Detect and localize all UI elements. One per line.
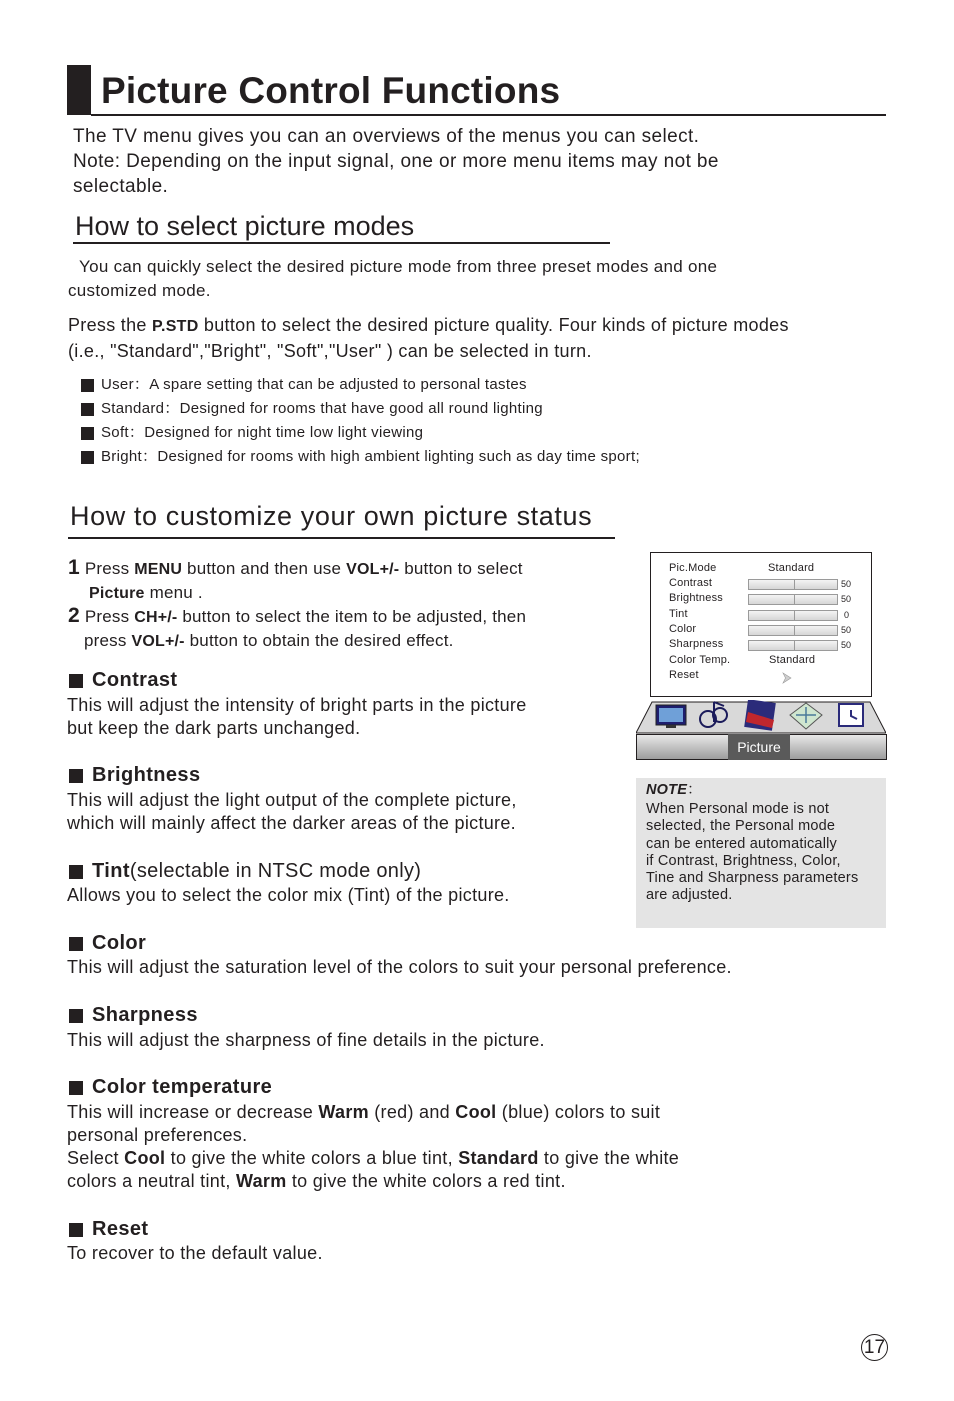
title-bar-block [67, 65, 91, 115]
text-line [67, 1147, 767, 1170]
sharpness-heading [69, 1004, 198, 1027]
menu-row-label: Brightness [669, 592, 723, 604]
menu-row-value: 50 [841, 594, 852, 604]
text-line [68, 604, 628, 629]
text-span: (red) and [368, 1102, 456, 1122]
note-line: selected, the Personal mode [646, 818, 836, 835]
text-span: Press [79, 559, 135, 578]
ch-key: CH+/- [134, 609, 178, 626]
standard-term: Standard [458, 1148, 539, 1168]
text-span: button and then use [182, 559, 347, 578]
menu-row-label: Pic.Mode [669, 562, 717, 574]
picture-key: Picture [89, 585, 145, 602]
text-span: button to select [399, 559, 523, 578]
text-span: to give the white colors a red tint. [286, 1171, 566, 1191]
bullet-square-icon [69, 865, 83, 879]
mode-description: A spare setting that can be adjusted to personal tastes [149, 376, 527, 393]
menu-row-value: Standard [768, 562, 815, 574]
bullet-square-icon [69, 1009, 83, 1023]
color-temperature-heading [69, 1076, 272, 1099]
menu-row-label: Color [669, 623, 697, 635]
section-title: Color [92, 932, 147, 954]
bullet-square-icon [81, 379, 94, 392]
menu-icon-strip [636, 700, 886, 734]
enter-arrow-icon [781, 672, 793, 684]
title-underline [91, 114, 886, 116]
step-number: 2 [68, 604, 80, 627]
list-item [81, 397, 801, 421]
reset-heading [69, 1218, 148, 1241]
step-number: 1 [68, 556, 80, 579]
text-line: This will adjust the saturation level of the colors to suit your personal preference. [67, 957, 732, 977]
text-line: To recover to the default value. [67, 1243, 323, 1263]
warm-term: Warm [235, 1171, 287, 1191]
bullet-square-icon [69, 1081, 83, 1095]
clock-icon [839, 704, 863, 726]
text-line: personal preferences. [67, 1125, 248, 1145]
note-text [646, 782, 886, 904]
bullet-square-icon [69, 1223, 83, 1237]
menu-row-label: Reset [669, 669, 699, 681]
pstd-key: P.STD [152, 318, 199, 335]
list-item [81, 373, 801, 397]
section-title: Color temperature [92, 1076, 273, 1098]
tint-slider [748, 610, 838, 621]
mode-separator: ： [133, 376, 150, 393]
cool-term: Cool [455, 1102, 497, 1122]
text-line [68, 556, 628, 581]
list-item [81, 421, 801, 445]
menu-row-value: 0 [844, 610, 850, 620]
color-heading [69, 932, 146, 955]
vol-key: VOL+/- [346, 561, 400, 578]
contrast-heading [69, 669, 177, 692]
text-line: You can quickly select the desired picture mode from three preset modes and one [79, 257, 718, 276]
sharpness-description [67, 1029, 667, 1052]
select-modes-intro [68, 255, 888, 303]
note-line: When Personal mode is not [646, 801, 830, 818]
brightness-description [67, 789, 627, 835]
sharpness-slider [748, 640, 838, 651]
text-line: which will mainly affect the darker areas of the picture. [67, 813, 516, 833]
text-line [67, 1170, 767, 1193]
tv-picture-menu [650, 552, 872, 697]
text-line [68, 313, 898, 339]
text-span: to give the white colors a blue tint, [165, 1148, 459, 1168]
color-description [67, 956, 887, 979]
text-span: button to select the item to be adjusted, then [177, 607, 527, 626]
select-modes-heading: How to select picture modes [75, 211, 415, 241]
mode-name: Soft [101, 424, 129, 441]
section-title: Sharpness [92, 1004, 198, 1026]
intro-line: The TV menu gives you can an overviews of the menus you can select. [73, 126, 700, 147]
tv-icon [656, 705, 686, 728]
customize-heading: How to customize your own picture status [70, 501, 593, 531]
text-line: but keep the dark parts unchanged. [67, 718, 361, 738]
menu-row-value: 50 [841, 625, 852, 635]
mode-description: Designed for night time low light viewing [144, 424, 424, 441]
text-span: to give the white [538, 1148, 680, 1168]
note-line: Tine and Sharpness parameters [646, 870, 859, 887]
intro-line: Note: Depending on the input signal, one or more menu items may not be [73, 151, 719, 172]
bullet-square-icon [69, 937, 83, 951]
mode-separator: ： [164, 400, 180, 417]
slider-level-marker [794, 641, 795, 650]
picture-modes-list [81, 373, 801, 469]
intro-line: selectable. [73, 176, 169, 197]
bullet-square-icon [81, 403, 94, 416]
menu-row-label: Sharpness [669, 638, 724, 650]
bullet-square-icon [69, 769, 83, 783]
text-line: This will adjust the sharpness of fine details in the picture. [67, 1030, 545, 1050]
text-line: (i.e., "Standard","Bright", "Soft","User" ) can be selected in turn. [68, 341, 592, 361]
tint-heading [69, 860, 421, 883]
section-title: Contrast [92, 669, 178, 691]
warm-term: Warm [318, 1102, 369, 1122]
text-span: Press the [68, 315, 153, 335]
contrast-description [67, 694, 627, 740]
step-1 [68, 556, 628, 605]
text-line: Allows you to select the color mix (Tint) of the picture. [67, 885, 510, 905]
section-title: Reset [92, 1218, 149, 1240]
page-number: 17 [861, 1334, 888, 1361]
slider-level-marker [794, 580, 795, 589]
list-item [81, 445, 801, 469]
bullet-square-icon [81, 451, 94, 464]
note-line: are adjusted. [646, 887, 733, 904]
cool-term: Cool [124, 1148, 166, 1168]
color-temperature-description [67, 1101, 767, 1193]
brightness-heading [69, 764, 200, 787]
mode-description: Designed for rooms with high ambient lighting such as day time sport; [157, 448, 640, 465]
mode-description: Designed for rooms that have good all round lighting [179, 400, 543, 417]
text-span: This will increase or decrease [67, 1102, 319, 1122]
menu-row-value: 50 [841, 579, 852, 589]
text-line: customized mode. [68, 281, 211, 300]
section-title: Brightness [92, 764, 201, 786]
note-label: NOTE [646, 782, 688, 798]
mode-name: User [101, 376, 134, 393]
text-line: This will adjust the light output of the complete picture, [67, 790, 517, 810]
contrast-slider [748, 579, 838, 590]
text-span: colors a neutral tint, [67, 1171, 236, 1191]
brightness-slider [748, 594, 838, 605]
text-line [67, 1101, 767, 1124]
slider-level-marker [794, 611, 795, 620]
slider-level-marker [794, 626, 795, 635]
tint-description [67, 884, 627, 907]
text-span: button to obtain the desired effect. [184, 631, 454, 650]
menu-row-label: Color Temp. [669, 654, 731, 666]
menu-row-value: 50 [841, 640, 852, 650]
bullet-square-icon [69, 674, 83, 688]
tab-picture[interactable]: Picture [728, 734, 790, 760]
bullet-square-icon [81, 427, 94, 440]
reset-description [67, 1242, 667, 1265]
color-slider [748, 625, 838, 636]
mode-name: Standard [101, 400, 165, 417]
customize-underline [68, 537, 615, 539]
note-header [646, 782, 886, 799]
step-2 [68, 604, 628, 653]
section-title: Tint [92, 860, 130, 882]
text-line: This will adjust the intensity of bright parts in the picture [67, 695, 527, 715]
intro-paragraph [73, 124, 853, 199]
select-modes-underline [73, 242, 610, 244]
note-line: can be entered automatically [646, 835, 837, 852]
mode-separator: ： [128, 424, 145, 441]
section-title-suffix: (selectable in NTSC mode only) [129, 860, 422, 882]
menu-row-value: Standard [769, 654, 816, 666]
text-line [68, 629, 628, 653]
menu-row-label: Tint [669, 608, 688, 620]
menu-row-label: Contrast [669, 577, 713, 589]
slider-level-marker [794, 595, 795, 604]
text-span: menu . [144, 583, 203, 602]
page-title: Picture Control Functions [101, 70, 561, 111]
text-span: Press [79, 607, 135, 626]
vol-key: VOL+/- [131, 633, 185, 650]
pstd-paragraph [68, 313, 898, 364]
text-line [68, 581, 628, 605]
mode-separator: ： [142, 448, 158, 465]
text-span: button to select the desired picture quality. Four kinds of picture modes [198, 315, 789, 335]
text-span: Select [67, 1148, 125, 1168]
picture-icon [744, 700, 776, 731]
note-colon: ： [687, 782, 702, 798]
text-span: press [84, 631, 132, 650]
menu-key: MENU [134, 561, 183, 578]
text-span: (blue) colors to suit [496, 1102, 661, 1122]
mode-name: Bright [101, 448, 142, 465]
note-line: if Contrast, Brightness, Color, [646, 852, 841, 869]
